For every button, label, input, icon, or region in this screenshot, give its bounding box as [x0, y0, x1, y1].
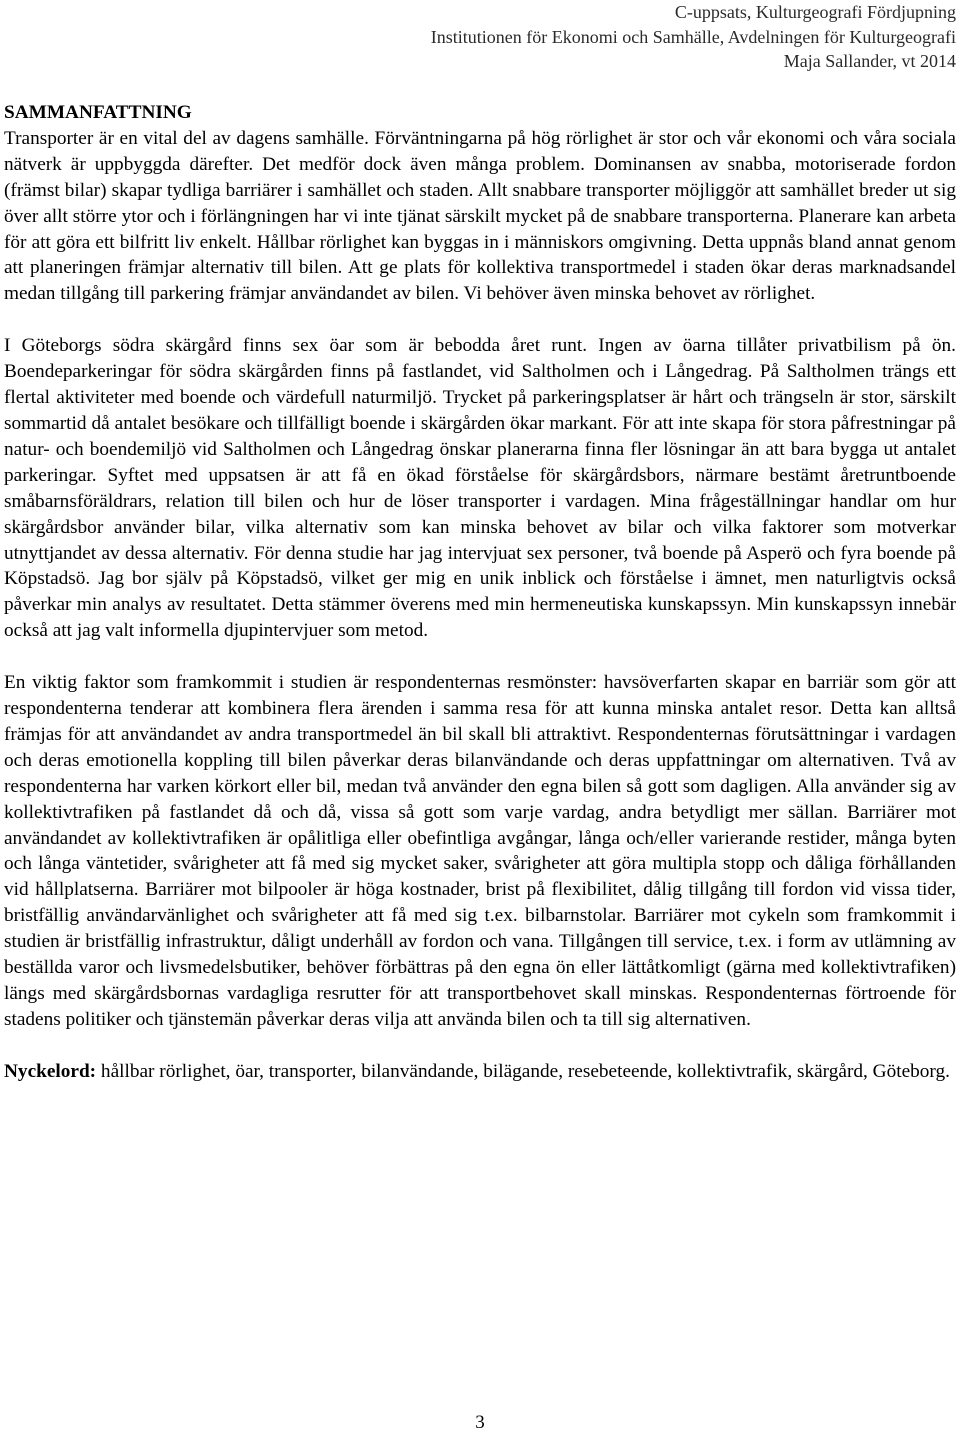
- summary-paragraph-1: Transporter är en vital del av dagens samhälle. Förväntningarna på hög rörlighet är stor och vår ekonomi och våra sociala nätverk är uppbyggda därefter. Det medför dock även många problem. Dominansen av snabba, motoriserade fordon (främst bilar) skapar tydliga barriärer i samhället och staden. Allt snabbare transporter möjliggör att samhället breder ut sig över allt större ytor och i förlängningen har vi inte tjänat särskilt mycket på de snabbare transporterna. Planerare kan arbeta för att göra ett bilfritt liv enkelt. Hållbar rörlighet kan byggas in i människors omgivning. Detta uppnås bland annat genom att planeringen främjar alternativ till bilen. Att ge plats för kollektiva transportmedel i staden ökar deras marknadsandel medan tillgång till parkering främjar användandet av bilen. Vi behöver även minska behovet av rörlighet.: [4, 127, 956, 305]
- summary-paragraph-3: En viktig faktor som framkommit i studien är respondenternas resmönster: havsöverfarten skapar en barriär som gör att respondenterna tenderar att kombinera flera ärenden i samma resa för att kunna minska antalet resor. Detta kan alltså främjas för att användandet av andra transportmedel än bil skall bli attraktivt. Respondenternas förutsättningar i vardagen och deras emotionella koppling till bilen påverkar deras bilanvändande och deras uppfattningar om alternativen. Två av respondenterna har varken körkort eller bil, medan två använder den egna bilen så gott som dagligen. Alla använder sig av kollektivtrafiken på fastlandet då och då, vissa så gott som varje vardag, andra betydligt mer sällan. Barriärer mot användandet av kollektivtrafiken är opålitliga eller obefintliga avgångar, långa och/eller varierande restider, många byten och långa väntetider, svårigheter att få med sig mycket saker, svårigheter att göra multipla stopp och dåliga förhållanden vid hållplatserna. Barriärer mot bilpooler är höga kostnader, brist på flexibilitet, dålig tillgång till fordon vid vissa tider, bristfällig användarvänlighet och svårigheter att få med sig t.ex. bilbarnstolar. Barriärer mot cykeln som framkommit i studien är bristfällig infrastruktur, dåligt underhåll av fordon och vana. Tillgången till service, t.ex. i form av utlämning av beställda varor och livsmedelsbutiker, behöver förbättras på den egna ön eller lättåtkomligt (gärna med kollektivtrafiken) längs med skärgårdsbornas vardagliga resrutter för att transportbehovet skall minskas. Respondenternas förtroende för stadens politiker och tjänstemän påverkar deras vilja att använda bilen och ta till sig alternativen.: [4, 672, 956, 1030]
- header-course-title: C-uppsats, Kulturgeografi Fördjupning: [674, 2, 956, 22]
- section-title: SAMMANFATTNING: [4, 102, 192, 123]
- header-institution: Institutionen för Ekonomi och Samhälle, Avdelningen för Kulturgeografi: [430, 26, 956, 47]
- page-number: 3: [475, 1412, 485, 1433]
- keywords: [4, 1059, 956, 1085]
- header-author-term: Maja Sallander, vt 2014: [783, 51, 956, 71]
- summary-paragraph-2: I Göteborgs södra skärgård finns sex öar som är bebodda året runt. Ingen av öarna tillåter privatbilism på ön. Boendeparkeringar för södra skärgården finns på fastlandet, vid Saltholmen och i Långedrag. På Saltholmen trängs ett flertal aktiviteter med boende och värdefull naturmiljö. Trycket på parkeringsplatser är hårt och trängseln är stor, särskilt sommartid då antalet besökare och tillfälligt boende i skärgården ökar markant. För att inte skapa för stora påfrestningar på natur- och boendemiljö vid Saltholmen och Långedrag önskar planerarna finna fler lösningar än att bara bygga ut antalet parkeringar. Syftet med uppsatsen är att få en ökad förståelse för skärgårdsbors, närmare bestämt åretruntboende småbarnsföräldrars, relation till bilen och hur de löser transporter i vardagen. Mina frågeställningar handlar om hur skärgårdsbor använder bilar, vilka alternativ som kan minska behovet av bilar och vilka faktorer som motverkar utnyttjandet av dessa alternativ. För denna studie har jag intervjuat sex personer, två boende på Asperö och fyra boende på Köpstadsö. Jag bor själv på Köpstadsö, vilket ger mig en unik inblick och förståelse i ämnet, men naturligtvis också påverkar min analys av resultatet. Detta stämmer överens med min hermeneutiska kunskapssyn. Min kunskapssyn innebär också att jag valt informella djupintervjuer som metod.: [4, 335, 956, 642]
- page-header: [431, 0, 956, 74]
- summary-section: [4, 100, 956, 1085]
- keywords-text: hållbar rörlighet, öar, transporter, bilanvändande, bilägande, resebeteende, kollektivtrafik, skärgård, Göteborg.: [96, 1060, 950, 1082]
- keywords-label: Nyckelord:: [4, 1060, 97, 1082]
